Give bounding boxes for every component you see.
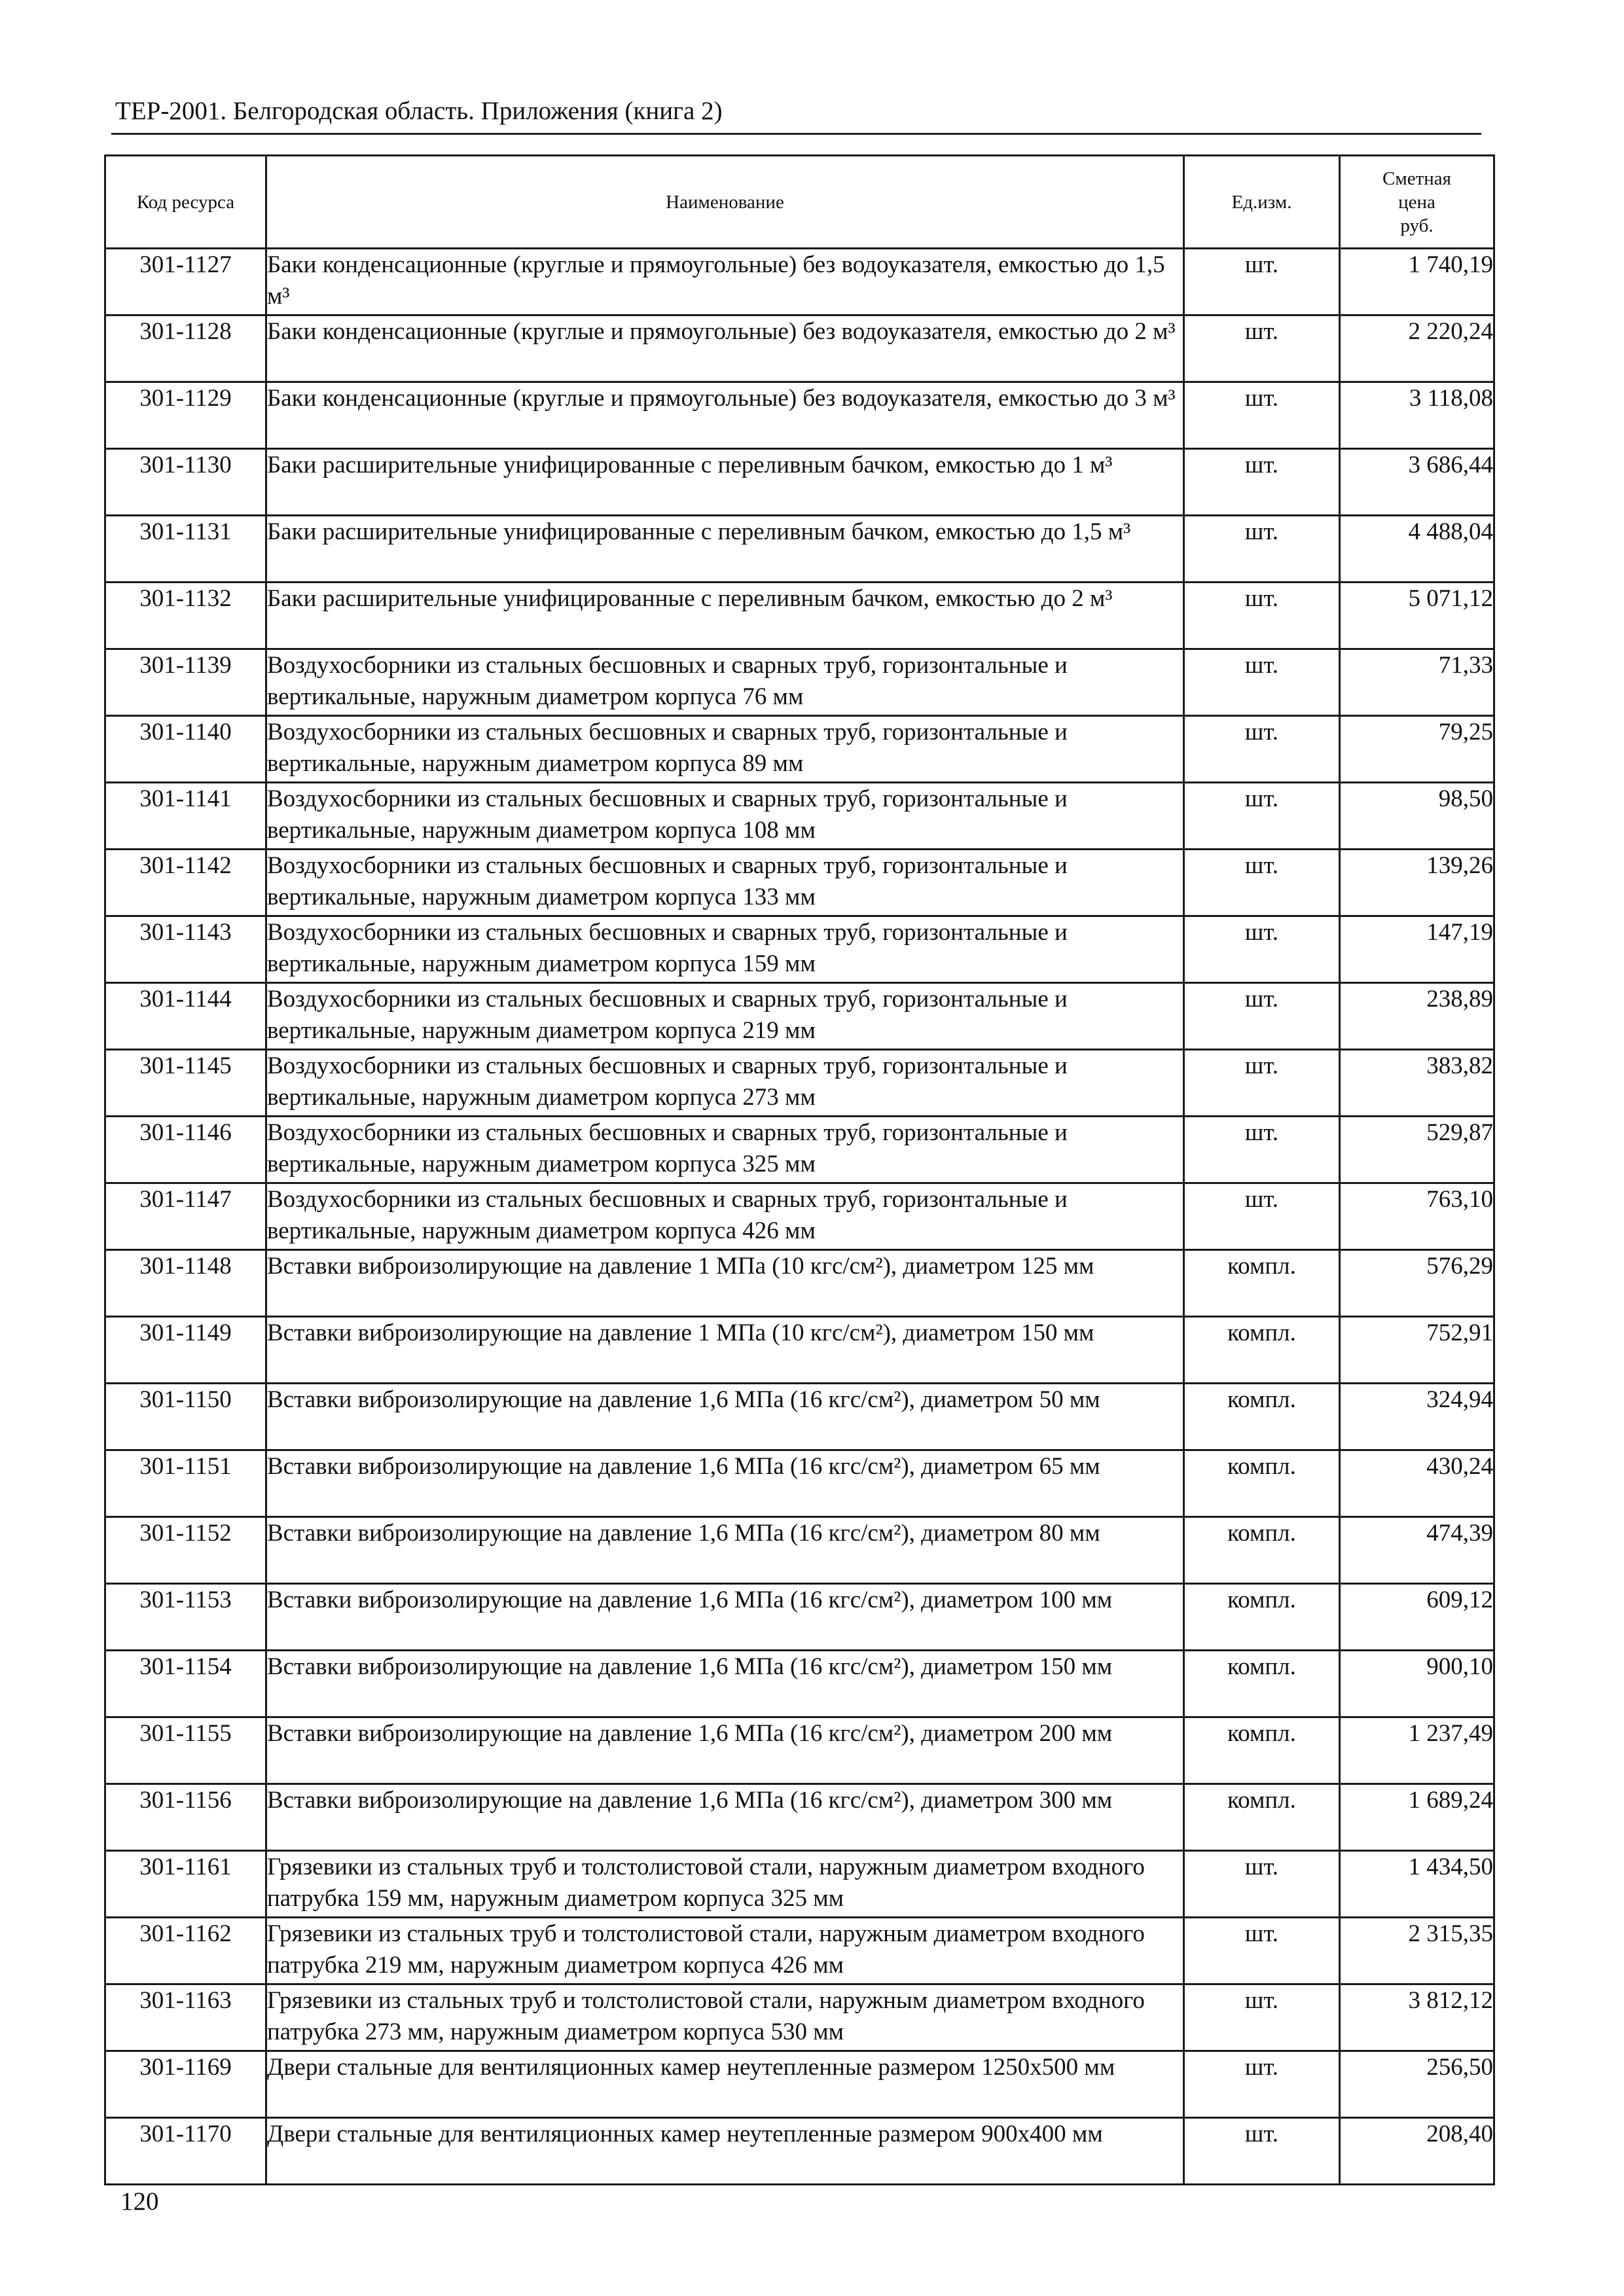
resource-code: 301-1144 (105, 983, 266, 1050)
table-row (105, 916, 1494, 983)
resource-code: 301-1129 (105, 382, 266, 449)
resource-name: Вставки виброизолирующие на давление 1,6 МПа (16 кгс/см²), диаметром 200 мм (266, 1717, 1184, 1784)
resource-name: Воздухосборники из стальных бесшовных и сварных труб, горизонтальные и вертикальные, наружным диаметром корпуса 159 мм (266, 916, 1184, 983)
estimated-price: 139,26 (1340, 850, 1494, 916)
table-row (105, 449, 1494, 516)
resource-name: Вставки виброизолирующие на давление 1,6 МПа (16 кгс/см²), диаметром 100 мм (266, 1584, 1184, 1651)
table-row (105, 2051, 1494, 2118)
table-row (105, 783, 1494, 850)
resource-name: Воздухосборники из стальных бесшовных и сварных труб, горизонтальные и вертикальные, наружным диаметром корпуса 76 мм (266, 649, 1184, 716)
table-row (105, 315, 1494, 382)
column-header-price-line: Сметная (1382, 168, 1451, 189)
resource-name: Вставки виброизолирующие на давление 1 МПа (10 кгс/см²), диаметром 125 мм (266, 1250, 1184, 1317)
resource-code: 301-1130 (105, 449, 266, 516)
unit-of-measure: компл. (1184, 1784, 1340, 1851)
estimated-price: 2 315,35 (1340, 1918, 1494, 1984)
resource-code: 301-1169 (105, 2051, 266, 2118)
estimated-price: 3 812,12 (1340, 1984, 1494, 2051)
page-header: ТЕР-2001. Белгородская область. Приложения (книга 2) (115, 97, 723, 125)
resource-code: 301-1140 (105, 716, 266, 783)
resource-code: 301-1143 (105, 916, 266, 983)
unit-of-measure: шт. (1184, 1851, 1340, 1918)
unit-of-measure: шт. (1184, 249, 1340, 315)
unit-of-measure: компл. (1184, 1517, 1340, 1584)
resource-name: Вставки виброизолирующие на давление 1 МПа (10 кгс/см²), диаметром 150 мм (266, 1317, 1184, 1384)
page-number: 120 (120, 2187, 159, 2215)
estimated-price: 147,19 (1340, 916, 1494, 983)
resource-code: 301-1155 (105, 1717, 266, 1784)
estimated-price: 1 434,50 (1340, 1851, 1494, 1918)
unit-of-measure: шт. (1184, 916, 1340, 983)
table-row (105, 1918, 1494, 1984)
unit-of-measure: шт. (1184, 2118, 1340, 2185)
resource-name: Вставки виброизолирующие на давление 1,6 МПа (16 кгс/см²), диаметром 300 мм (266, 1784, 1184, 1851)
resource-code: 301-1154 (105, 1651, 266, 1717)
unit-of-measure: шт. (1184, 1984, 1340, 2051)
estimated-price: 3 118,08 (1340, 382, 1494, 449)
column-header-name: Наименование (266, 156, 1184, 249)
resource-name: Баки расширительные унифицированные с переливным бачком, емкостью до 2 м³ (266, 583, 1184, 649)
resource-code: 301-1149 (105, 1317, 266, 1384)
unit-of-measure: шт. (1184, 850, 1340, 916)
unit-of-measure: шт. (1184, 649, 1340, 716)
table-row (105, 1117, 1494, 1183)
table-row (105, 1784, 1494, 1851)
resource-code: 301-1162 (105, 1918, 266, 1984)
estimated-price: 98,50 (1340, 783, 1494, 850)
resource-name: Баки расширительные унифицированные с переливным бачком, емкостью до 1,5 м³ (266, 516, 1184, 583)
table-row (105, 1517, 1494, 1584)
estimated-price: 71,33 (1340, 649, 1494, 716)
unit-of-measure: шт. (1184, 1117, 1340, 1183)
resource-code: 301-1163 (105, 1984, 266, 2051)
resource-name: Воздухосборники из стальных бесшовных и сварных труб, горизонтальные и вертикальные, наружным диаметром корпуса 133 мм (266, 850, 1184, 916)
resource-code: 301-1146 (105, 1117, 266, 1183)
resource-name: Воздухосборники из стальных бесшовных и сварных труб, горизонтальные и вертикальные, наружным диаметром корпуса 219 мм (266, 983, 1184, 1050)
resource-code: 301-1150 (105, 1384, 266, 1450)
table-row (105, 1717, 1494, 1784)
resource-name: Вставки виброизолирующие на давление 1,6 МПа (16 кгс/см²), диаметром 150 мм (266, 1651, 1184, 1717)
table-row (105, 249, 1494, 315)
estimated-price: 383,82 (1340, 1050, 1494, 1117)
resource-name: Воздухосборники из стальных бесшовных и сварных труб, горизонтальные и вертикальные, наружным диаметром корпуса 426 мм (266, 1183, 1184, 1250)
unit-of-measure: шт. (1184, 516, 1340, 583)
estimated-price: 576,29 (1340, 1250, 1494, 1317)
resource-code: 301-1128 (105, 315, 266, 382)
resource-name: Грязевики из стальных труб и толстолистовой стали, наружным диаметром входного патрубка 273 мм, наружным диаметром корпуса 530 мм (266, 1984, 1184, 2051)
estimated-price: 79,25 (1340, 716, 1494, 783)
resource-code: 301-1156 (105, 1784, 266, 1851)
resource-name: Баки конденсационные (круглые и прямоугольные) без водоуказателя, емкостью до 1,5 м³ (266, 249, 1184, 315)
column-header-price-line: руб. (1400, 215, 1434, 236)
unit-of-measure: компл. (1184, 1651, 1340, 1717)
resource-name: Вставки виброизолирующие на давление 1,6 МПа (16 кгс/см²), диаметром 50 мм (266, 1384, 1184, 1450)
table-row (105, 1183, 1494, 1250)
table-row (105, 850, 1494, 916)
resource-code: 301-1153 (105, 1584, 266, 1651)
resource-name: Баки конденсационные (круглые и прямоугольные) без водоуказателя, емкостью до 2 м³ (266, 315, 1184, 382)
table-row (105, 1450, 1494, 1517)
resource-code: 301-1152 (105, 1517, 266, 1584)
unit-of-measure: шт. (1184, 983, 1340, 1050)
unit-of-measure: компл. (1184, 1317, 1340, 1384)
unit-of-measure: компл. (1184, 1450, 1340, 1517)
table-row (105, 2118, 1494, 2185)
unit-of-measure: шт. (1184, 583, 1340, 649)
resource-name: Грязевики из стальных труб и толстолистовой стали, наружным диаметром входного патрубка 219 мм, наружным диаметром корпуса 426 мм (266, 1918, 1184, 1984)
resource-name: Вставки виброизолирующие на давление 1,6 МПа (16 кгс/см²), диаметром 65 мм (266, 1450, 1184, 1517)
estimated-price: 474,39 (1340, 1517, 1494, 1584)
resource-code: 301-1132 (105, 583, 266, 649)
table-row (105, 1317, 1494, 1384)
resource-name: Грязевики из стальных труб и толстолистовой стали, наружным диаметром входного патрубка 159 мм, наружным диаметром корпуса 325 мм (266, 1851, 1184, 1918)
resource-name: Двери стальные для вентиляционных камер неутепленные размером 1250х500 мм (266, 2051, 1184, 2118)
estimated-price: 4 488,04 (1340, 516, 1494, 583)
column-header-code: Код ресурса (105, 156, 266, 249)
resource-code: 301-1127 (105, 249, 266, 315)
table-row (105, 583, 1494, 649)
estimated-price: 1 689,24 (1340, 1784, 1494, 1851)
unit-of-measure: шт. (1184, 1050, 1340, 1117)
resource-name: Баки конденсационные (круглые и прямоугольные) без водоуказателя, емкостью до 3 м³ (266, 382, 1184, 449)
resource-name: Баки расширительные унифицированные с переливным бачком, емкостью до 1 м³ (266, 449, 1184, 516)
estimated-price: 900,10 (1340, 1651, 1494, 1717)
estimated-price: 208,40 (1340, 2118, 1494, 2185)
table-row (105, 1851, 1494, 1918)
resource-code: 301-1131 (105, 516, 266, 583)
resource-name: Вставки виброизолирующие на давление 1,6 МПа (16 кгс/см²), диаметром 80 мм (266, 1517, 1184, 1584)
estimated-price: 1 740,19 (1340, 249, 1494, 315)
unit-of-measure: шт. (1184, 716, 1340, 783)
estimated-price: 3 686,44 (1340, 449, 1494, 516)
estimated-price: 2 220,24 (1340, 315, 1494, 382)
estimated-price: 256,50 (1340, 2051, 1494, 2118)
resource-code: 301-1139 (105, 649, 266, 716)
resource-code: 301-1145 (105, 1050, 266, 1117)
table-row (105, 716, 1494, 783)
table-row (105, 516, 1494, 583)
resource-name: Воздухосборники из стальных бесшовных и сварных труб, горизонтальные и вертикальные, наружным диаметром корпуса 273 мм (266, 1050, 1184, 1117)
table-row (105, 382, 1494, 449)
resource-code: 301-1141 (105, 783, 266, 850)
column-header-price-line: цена (1398, 191, 1435, 213)
unit-of-measure: шт. (1184, 315, 1340, 382)
resource-code: 301-1148 (105, 1250, 266, 1317)
estimated-price: 763,10 (1340, 1183, 1494, 1250)
estimated-price: 529,87 (1340, 1117, 1494, 1183)
unit-of-measure: шт. (1184, 783, 1340, 850)
resource-name: Воздухосборники из стальных бесшовных и сварных труб, горизонтальные и вертикальные, наружным диаметром корпуса 89 мм (266, 716, 1184, 783)
unit-of-measure: шт. (1184, 382, 1340, 449)
column-header-price (1340, 156, 1494, 249)
estimated-price: 430,24 (1340, 1450, 1494, 1517)
table-row (105, 1050, 1494, 1117)
table-row (105, 983, 1494, 1050)
unit-of-measure: компл. (1184, 1250, 1340, 1317)
table-row (105, 1984, 1494, 2051)
column-header-unit: Ед.изм. (1184, 156, 1340, 249)
header-divider (111, 133, 1481, 135)
table-row (105, 649, 1494, 716)
resource-code: 301-1161 (105, 1851, 266, 1918)
resource-code: 301-1142 (105, 850, 266, 916)
resource-name: Воздухосборники из стальных бесшовных и сварных труб, горизонтальные и вертикальные, наружным диаметром корпуса 108 мм (266, 783, 1184, 850)
resource-code: 301-1147 (105, 1183, 266, 1250)
table-header-row (105, 156, 1494, 249)
unit-of-measure: шт. (1184, 1918, 1340, 1984)
estimated-price: 1 237,49 (1340, 1717, 1494, 1784)
table-row (105, 1651, 1494, 1717)
resource-code: 301-1170 (105, 2118, 266, 2185)
resource-name: Двери стальные для вентиляционных камер неутепленные размером 900х400 мм (266, 2118, 1184, 2185)
unit-of-measure: компл. (1184, 1717, 1340, 1784)
table-row (105, 1384, 1494, 1450)
table-row (105, 1250, 1494, 1317)
table-row (105, 1584, 1494, 1651)
unit-of-measure: компл. (1184, 1384, 1340, 1450)
resource-name: Воздухосборники из стальных бесшовных и сварных труб, горизонтальные и вертикальные, наружным диаметром корпуса 325 мм (266, 1117, 1184, 1183)
price-table (104, 154, 1495, 2185)
unit-of-measure: шт. (1184, 2051, 1340, 2118)
estimated-price: 752,91 (1340, 1317, 1494, 1384)
estimated-price: 609,12 (1340, 1584, 1494, 1651)
unit-of-measure: шт. (1184, 449, 1340, 516)
unit-of-measure: шт. (1184, 1183, 1340, 1250)
unit-of-measure: компл. (1184, 1584, 1340, 1651)
resource-code: 301-1151 (105, 1450, 266, 1517)
estimated-price: 5 071,12 (1340, 583, 1494, 649)
estimated-price: 324,94 (1340, 1384, 1494, 1450)
estimated-price: 238,89 (1340, 983, 1494, 1050)
